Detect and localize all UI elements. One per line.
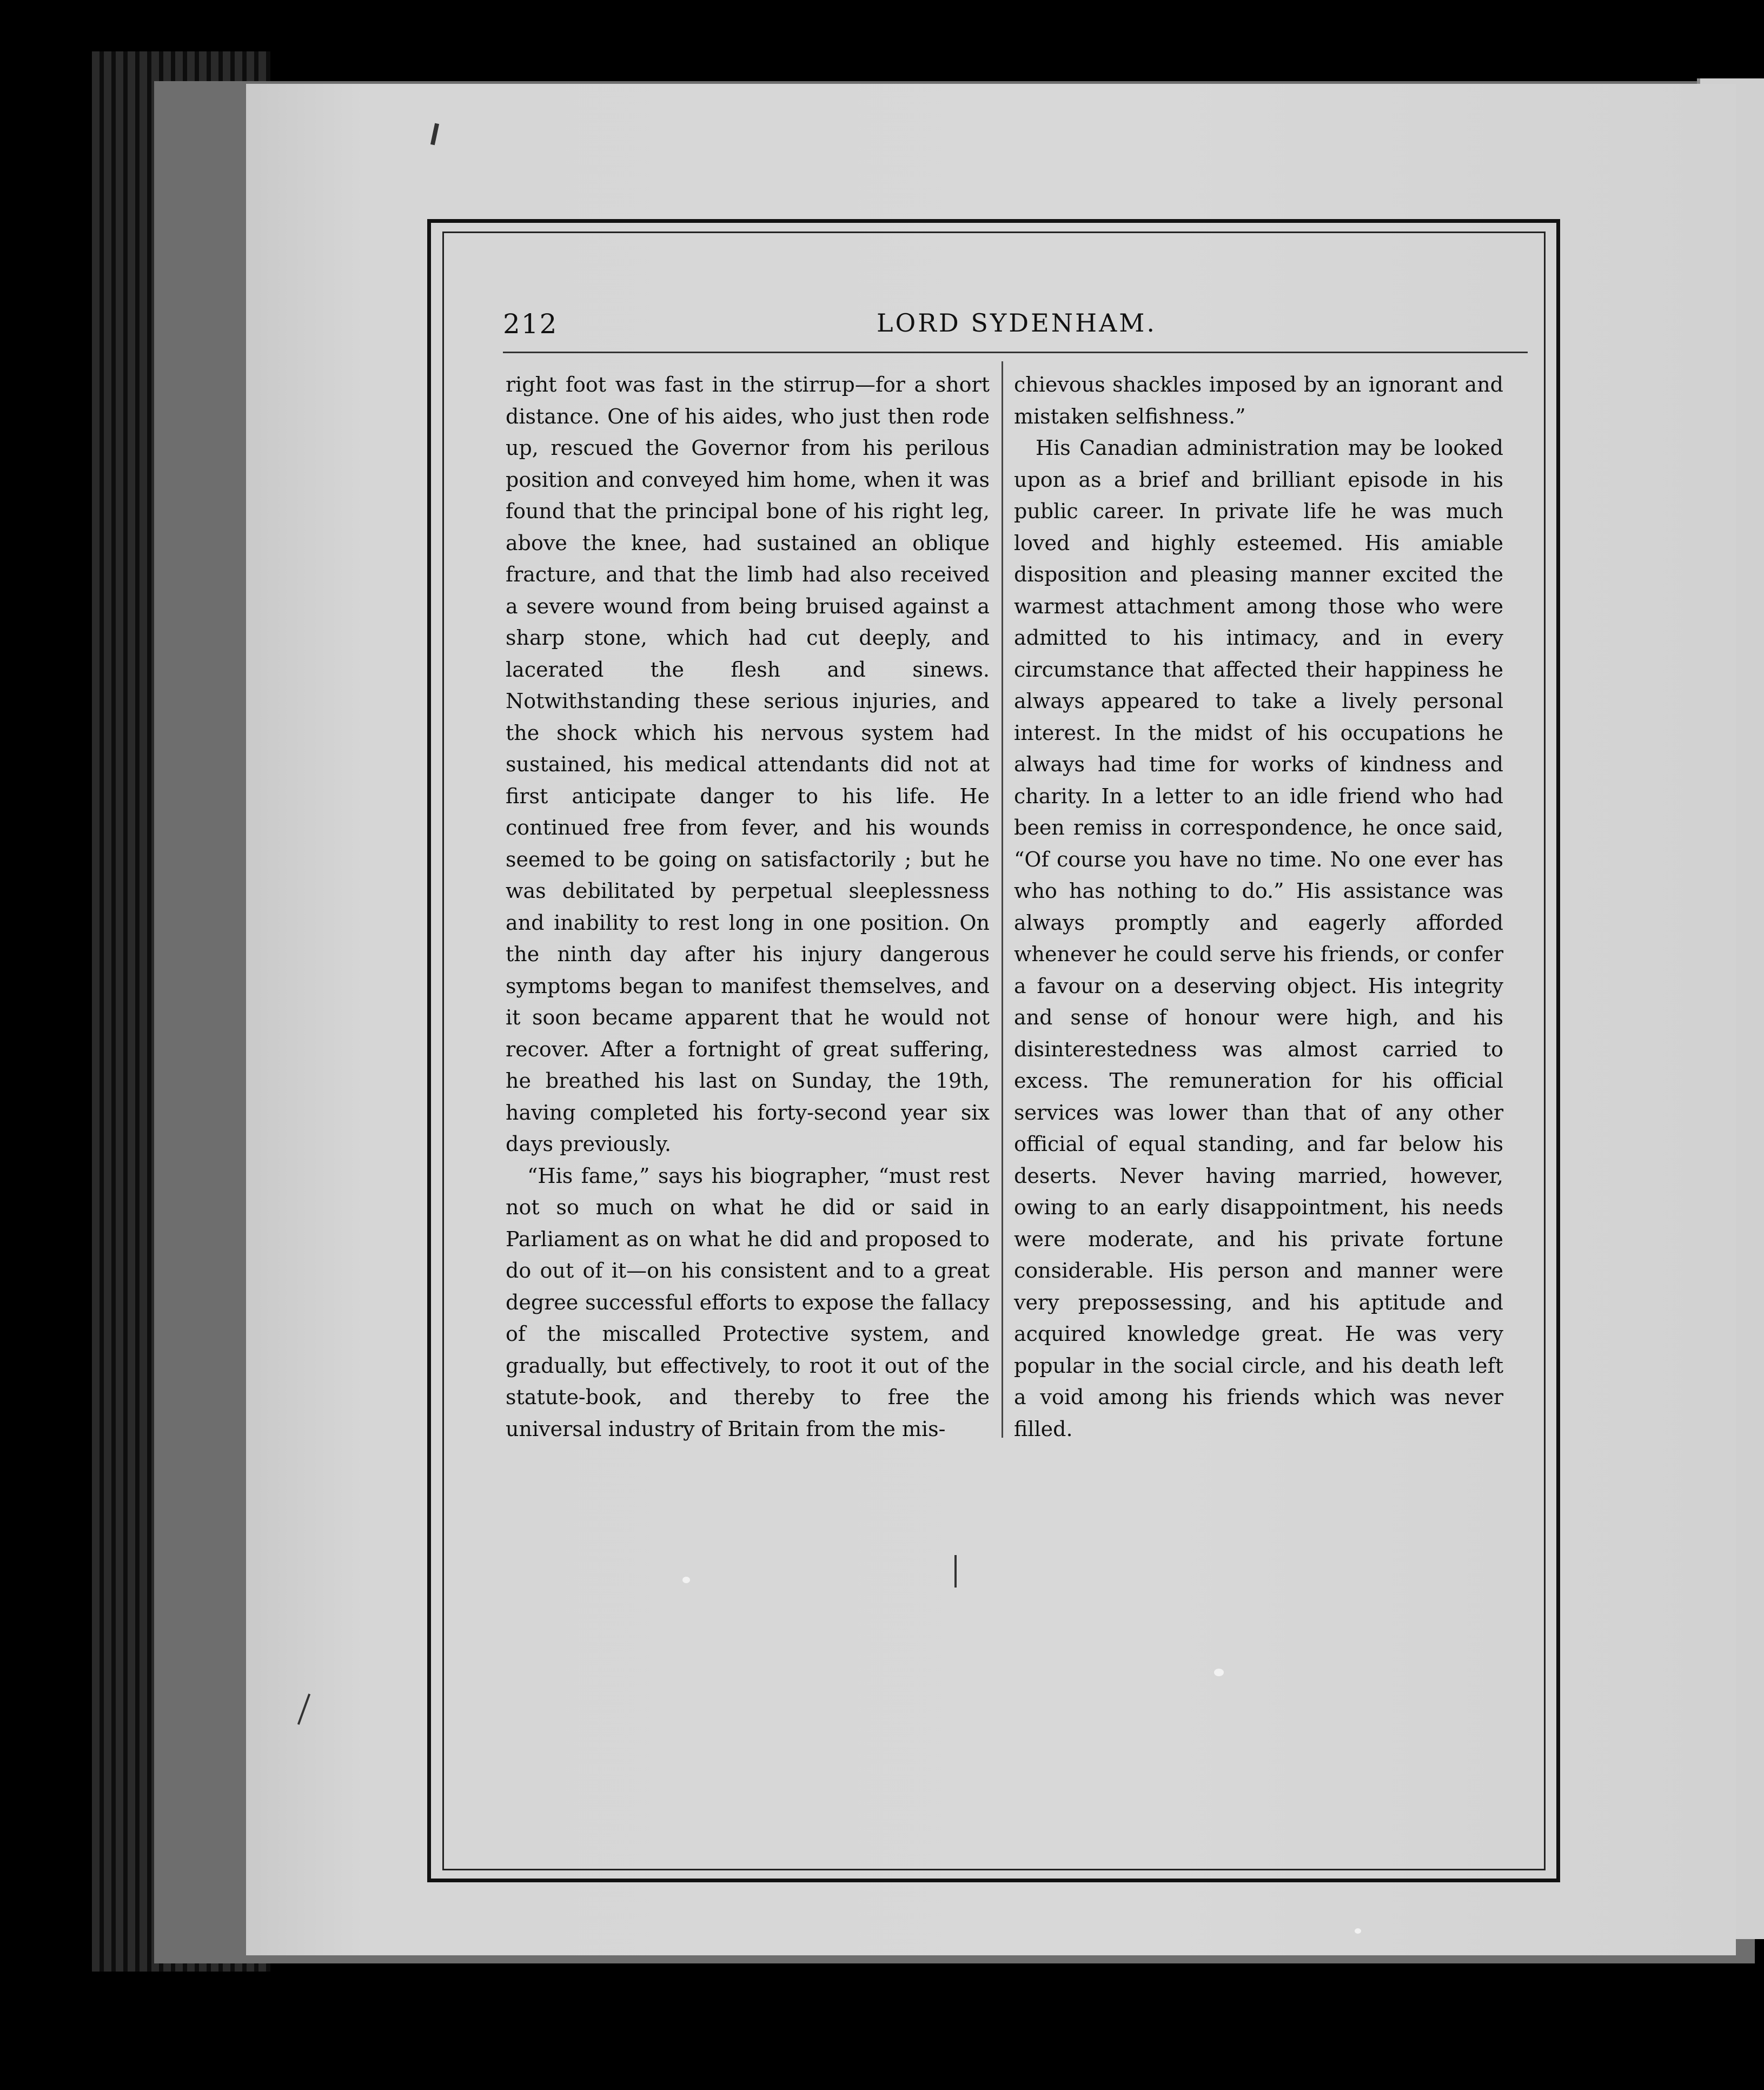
paragraph: chievous shackles imposed by an ignorant and mistaken selfishness.”	[1014, 373, 1503, 428]
paragraph: “His fame,” says his biographer, “must rest not so much on what he did or said in Parliament as on what he did and proposed to do out of it—on his consistent and to a great degree successful efforts to expose the fallacy of the miscalled Protective system, and gradually, but effectively, to root it out of the statute-book, and thereby to free the universal industry of Britain from the mis-	[506, 1163, 990, 1441]
page-number: 212	[503, 308, 558, 340]
column-divider	[1002, 361, 1003, 1438]
paragraph: right foot was fast in the stirrup—for a short distance. One of his aides, who just then rode up, rescued the Governor from his perilous position and conveyed him home, when it was found that the principal bone of his right leg, above the knee, had sustained an oblique fracture, and that the limb had also received a severe wound from being bruised against a sharp stone, which had cut deeply, and lacerated the flesh and sinews. Notwithstanding these serious injuries, and the shock which his nervous system had sustained, his medical attendants did not at first anticipate danger to his life. He continued free from fever, and his wounds seemed to be going on satisfactorily ; but he was debilitated by perpetual sleeplessness and inability to rest long in one position. On the ninth day after his injury dangerous symptoms began to manifest themselves, and it soon became apparent that he would not recover. After a fortnight of great suffering, he breathed his last on Sunday, the 19th, having completed his forty-second year six days previously.	[506, 373, 990, 1156]
left-text-column	[506, 369, 990, 1445]
running-head: LORD SYDENHAM.	[876, 308, 1157, 338]
paragraph: His Canadian administration may be looked upon as a brief and brilliant episode in his public career. In private life he was much loved and highly esteemed. His amiable disposition and pleasing manner excited the warmest attachment among those who were admitted to his intimacy, and in every circumstance that affected their happiness he always appeared to take a lively personal interest. In the midst of his occupations he always had time for works of kindness and charity. In a letter to an idle friend who had been remiss in correspondence, he once said, “Of course you have no time. No one ever has who has nothing to do.” His assistance was always promptly and eagerly afforded whenever he could serve his friends, or confer a favour on a deserving object. His integrity and sense of honour were high, and his disinterestedness was almost carried to excess. The remuneration for his official services was lower than that of any other official of equal standing, and far below his deserts. Never having married, however, owing to an early disappointment, his needs were moderate, and his private fortune considerable. His person and manner were very prepossessing, and his aptitude and acquired knowledge great. He was very popular in the social circle, and his death left a void among his friends which was never filled.	[1014, 436, 1503, 1441]
scan-speck	[1355, 1928, 1361, 1934]
header-rule	[503, 352, 1528, 353]
page-header	[503, 303, 1530, 352]
scan-mark	[954, 1555, 957, 1588]
right-text-column	[1014, 369, 1503, 1445]
scan-speck	[682, 1577, 690, 1583]
scan-speck	[1214, 1669, 1224, 1676]
